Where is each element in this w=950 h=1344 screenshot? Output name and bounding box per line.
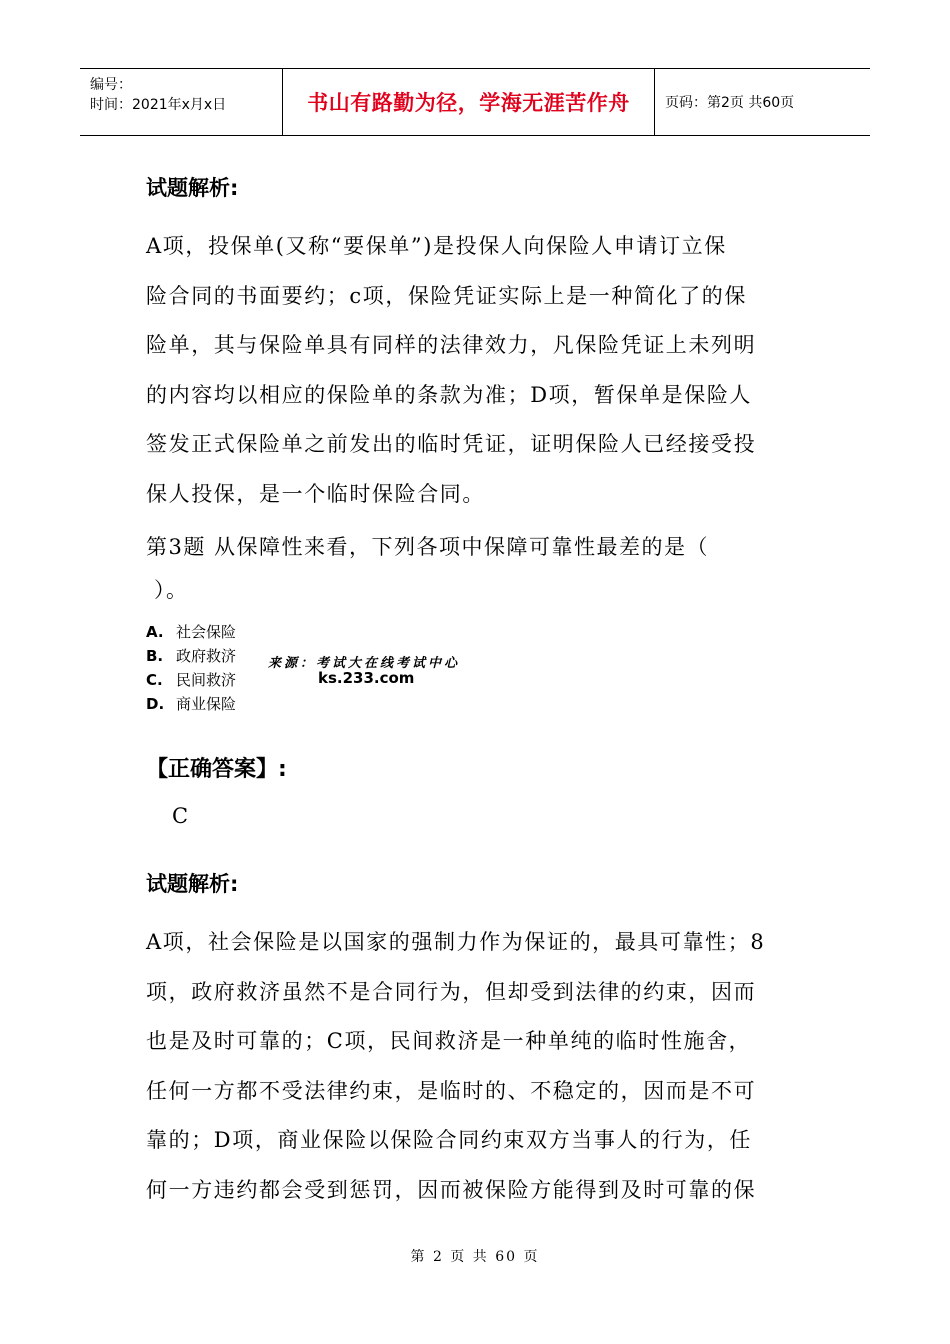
page-footer: 第 2 页 共 60 页 bbox=[410, 1249, 540, 1265]
source-site: ks.233.com bbox=[318, 669, 415, 687]
option-d bbox=[146, 692, 236, 716]
paragraph-line: 险合同的书面要约；c项，保险凭证实际上是一种简化了的保 bbox=[146, 283, 747, 308]
header-page-info: 页码：第2页 共60页 bbox=[665, 95, 795, 111]
option-letter: A. bbox=[146, 623, 164, 641]
question-3-options bbox=[146, 620, 236, 716]
question-line: ）。 bbox=[154, 578, 189, 602]
option-letter: B. bbox=[146, 647, 164, 665]
header-meta-cell bbox=[80, 69, 283, 135]
option-letter: D. bbox=[146, 695, 165, 713]
option-a bbox=[146, 620, 236, 644]
analysis-heading-1: 试题解析: bbox=[146, 176, 239, 200]
paragraph-line: 签发正式保险单之前发出的临时凭证，证明保险人已经接受投 bbox=[146, 432, 757, 456]
serial-label: 编号： bbox=[90, 77, 132, 93]
source-label: 来源：考试大在线考试中心 bbox=[268, 656, 461, 671]
paragraph-line: 项，政府救济虽然不是合同行为，但却受到法律的约束，因而 bbox=[146, 979, 757, 1004]
paragraph-line: 靠的；D项，商业保险以保险合同约束双方当事人的行为，任 bbox=[146, 1128, 753, 1152]
document-header bbox=[80, 68, 870, 136]
paragraph-line: A项，投保单(又称“要保单”)是投保人向保险人申请订立保 bbox=[146, 234, 727, 258]
paragraph-line: 保人投保，是一个临时保险合同。 bbox=[146, 481, 485, 506]
question-line: 第3题 从保障性来看，下列各项中保障可靠性最差的是（ bbox=[146, 535, 710, 559]
paragraph-line: 也是及时可靠的；C项，民间救济是一种单纯的临时性施舍， bbox=[146, 1029, 752, 1053]
option-c bbox=[146, 668, 236, 692]
analysis-heading-2: 试题解析: bbox=[146, 872, 239, 896]
paragraph-line: 何一方违约都会受到惩罚，因而被保险方能得到及时可靠的保 bbox=[146, 1177, 757, 1202]
question-3-stem bbox=[146, 524, 808, 610]
analysis-paragraph-2 bbox=[146, 918, 808, 1215]
paragraph-line: 的内容均以相应的保险单的条款为准；D项，暂保单是保险人 bbox=[146, 382, 753, 407]
header-motto: 书山有路勤为径，学海无涯苦作舟 bbox=[283, 69, 655, 135]
option-text: 政府救济 bbox=[176, 647, 237, 665]
correct-answer-value: C bbox=[172, 804, 189, 828]
option-b bbox=[146, 644, 236, 668]
paragraph-line: 险单，其与保险单具有同样的法律效力，凡保险凭证上未列明 bbox=[146, 333, 757, 357]
option-text: 社会保险 bbox=[176, 623, 237, 641]
option-text: 商业保险 bbox=[176, 695, 237, 713]
source-watermark bbox=[268, 652, 460, 687]
analysis-paragraph-1 bbox=[146, 222, 808, 519]
paragraph-line: 任何一方都不受法律约束，是临时的、不稳定的，因而是不可 bbox=[146, 1078, 757, 1103]
option-letter: C. bbox=[146, 671, 163, 689]
time-label: 时间：2021年x月x日 bbox=[90, 97, 227, 113]
paragraph-line: A项，社会保险是以国家的强制力作为保证的，最具可靠性；8 bbox=[146, 930, 766, 954]
option-text: 民间救济 bbox=[176, 671, 237, 689]
correct-answer-heading: 【正确答案】: bbox=[146, 757, 287, 782]
